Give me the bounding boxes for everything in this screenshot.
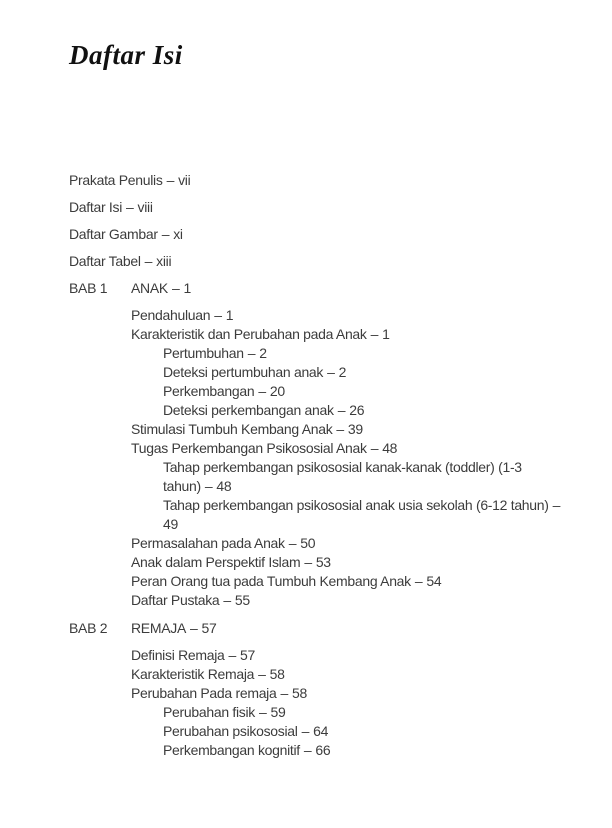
entry-label [131, 647, 225, 663]
entry-page-number: 48 [382, 440, 398, 456]
entry-separator: – [258, 383, 266, 399]
entry-separator: – [288, 535, 297, 551]
entry-label-part: Perkembangan [163, 383, 255, 399]
entry-page-number: 59 [270, 704, 286, 720]
entry-label [131, 421, 332, 437]
entry-separator: – [336, 421, 344, 437]
toc-entry [131, 439, 567, 458]
entry-label [131, 554, 300, 570]
entry-page-number: 1 [382, 326, 390, 342]
entry-label-part: Perkembangan kognitif [163, 742, 300, 758]
entry-page-number: 26 [349, 402, 365, 418]
toc-entry [131, 382, 567, 401]
toc-entry [131, 325, 567, 344]
entry-label-part: Perubahan Pada remaja [131, 685, 277, 701]
entry-page-number: viii [137, 199, 153, 215]
chapter-title-group [131, 279, 191, 298]
entry-label-part: Definisi Remaja [131, 647, 225, 663]
toc-entry [131, 420, 567, 439]
entry-label: Daftar Isi [69, 199, 123, 215]
toc-entry [131, 344, 567, 363]
toc-entry [131, 553, 567, 572]
entry-label [163, 704, 255, 720]
entry-label [163, 497, 549, 513]
entry-label-part: Stimulasi Tumbuh Kembang Anak [131, 421, 333, 437]
entry-label [131, 573, 411, 589]
entry-page-number: 1 [225, 307, 234, 323]
entry-page-number: 64 [313, 723, 329, 739]
entry-separator: – [301, 723, 310, 739]
chapter-heading [69, 279, 567, 298]
entry-label [163, 364, 323, 380]
entry-separator: – [247, 345, 256, 361]
chapter-block [69, 279, 567, 610]
entry-page-number: 66 [315, 742, 331, 758]
front-matter-item [69, 171, 567, 190]
entry-page-number: 1 [183, 280, 191, 296]
chapter-heading [69, 619, 567, 638]
toc-entry [131, 534, 567, 553]
chapter-number: BAB 1 [69, 280, 108, 296]
toc-entry [131, 665, 567, 684]
page-title: Daftar Isi [69, 40, 183, 70]
entry-separator: – [166, 172, 175, 188]
toc-entry [131, 496, 567, 534]
entry-page-number: 49 [163, 516, 178, 532]
entry-label-part: toddler [449, 459, 491, 475]
entry-page-number: xiii [156, 253, 172, 269]
front-matter-item [69, 252, 567, 271]
entry-label-part: Pendahuluan [131, 307, 211, 323]
entry-label-part: Permasalahan pada Anak [131, 535, 285, 551]
entry-separator: – [370, 440, 379, 456]
entry-label [163, 383, 254, 399]
entry-separator: – [126, 199, 134, 215]
entry-separator: – [204, 478, 213, 494]
entry-separator: – [258, 666, 266, 682]
entry-separator: – [223, 592, 231, 608]
entry-label-part: Tahap perkembangan psikososial kanak-kanak ( [163, 459, 450, 475]
entry-separator: – [370, 326, 379, 342]
toc-entry [131, 703, 567, 722]
entry-label: Daftar Tabel [69, 253, 141, 269]
entry-label: Prakata Penulis [69, 172, 163, 188]
chapter-block [69, 619, 567, 760]
toc-entry [131, 684, 567, 703]
entry-label-part: Perubahan psikososial [163, 723, 298, 739]
entry-page-number: 48 [216, 478, 232, 494]
entry-page-number: 2 [338, 364, 347, 380]
entry-page-number: 53 [315, 554, 331, 570]
entry-separator: – [414, 573, 423, 589]
entry-separator: – [552, 497, 561, 513]
entry-label [163, 742, 300, 758]
entry-label-part: Karakteristik Remaja [131, 666, 255, 682]
entry-label [131, 666, 254, 682]
front-matter-list [69, 171, 567, 271]
entry-page-number: 57 [201, 620, 217, 636]
entry-label [131, 326, 367, 342]
entry-label-part: Deteksi perkembangan anak [163, 402, 334, 418]
chapter-list [69, 279, 567, 760]
entry-label [131, 685, 276, 701]
chapter-title-group [131, 619, 216, 638]
entry-separator: – [259, 704, 267, 720]
toc-entry [131, 363, 567, 382]
entry-label-part: Tugas Perkembangan Psikososial Anak [131, 440, 367, 456]
entry-separator: – [144, 253, 153, 269]
entry-label-part: Perubahan fisik [163, 704, 256, 720]
entry-label-part: Tahap perkembangan psikososial anak usia sekolah (6-12 tahun) [163, 497, 549, 513]
entry-page-number: 20 [269, 383, 285, 399]
entry-label-part: Karakteristik dan Perubahan pada Anak [131, 326, 367, 342]
chapter-number: BAB 2 [69, 620, 108, 636]
entry-page-number: 39 [347, 421, 363, 437]
entry-page-number: 55 [234, 592, 250, 608]
chapter-entries [131, 306, 567, 610]
toc-entry [131, 306, 567, 325]
entry-page-number: 54 [426, 573, 442, 589]
toc-entry [131, 722, 567, 741]
entry-label-part: Pertumbuhan [163, 345, 244, 361]
entry-page-number: 58 [291, 685, 307, 701]
toc-entry [131, 572, 567, 591]
entry-label-part: ) (1-3 tahun) [163, 459, 522, 494]
entry-separator: – [337, 402, 346, 418]
entry-label-part: Deteksi pertumbuhan anak [163, 364, 324, 380]
toc-entry [131, 591, 567, 610]
front-matter-item [69, 198, 567, 217]
entry-label [131, 535, 285, 551]
toc-entry [131, 458, 567, 496]
entry-label [163, 402, 334, 418]
entry-page-number: xi [173, 226, 183, 242]
entry-page-number: 2 [259, 345, 267, 361]
entry-separator: – [327, 364, 335, 380]
entry-page-number: 58 [269, 666, 285, 682]
entry-page-number: 57 [240, 647, 256, 663]
entry-separator: – [304, 554, 312, 570]
entry-label: Daftar Gambar [69, 226, 158, 242]
chapter-title: REMAJA [131, 620, 186, 636]
entry-label-part: Peran Orang tua pada Tumbuh Kembang Anak [131, 573, 411, 589]
entry-separator: – [303, 742, 312, 758]
entry-separator: – [280, 685, 288, 701]
entry-separator: – [171, 280, 180, 296]
chapter-entries [131, 646, 567, 760]
entry-separator: – [228, 647, 237, 663]
chapter-title: ANAK [131, 280, 168, 296]
entry-label-part: Daftar Pustaka [131, 592, 220, 608]
entry-separator: – [214, 307, 222, 323]
entry-label [131, 592, 219, 608]
entry-label [131, 307, 210, 323]
entry-separator: – [190, 620, 198, 636]
entry-separator: – [161, 226, 170, 242]
entry-label-part: Anak dalam Perspektif Islam [131, 554, 301, 570]
entry-label [163, 723, 298, 739]
front-matter-item [69, 225, 567, 244]
entry-page-number: vii [178, 172, 191, 188]
entry-page-number: 50 [300, 535, 316, 551]
entry-label [163, 345, 244, 361]
toc-entry [131, 646, 567, 665]
toc-entry [131, 401, 567, 420]
toc-entry [131, 741, 567, 760]
entry-label [131, 440, 367, 456]
